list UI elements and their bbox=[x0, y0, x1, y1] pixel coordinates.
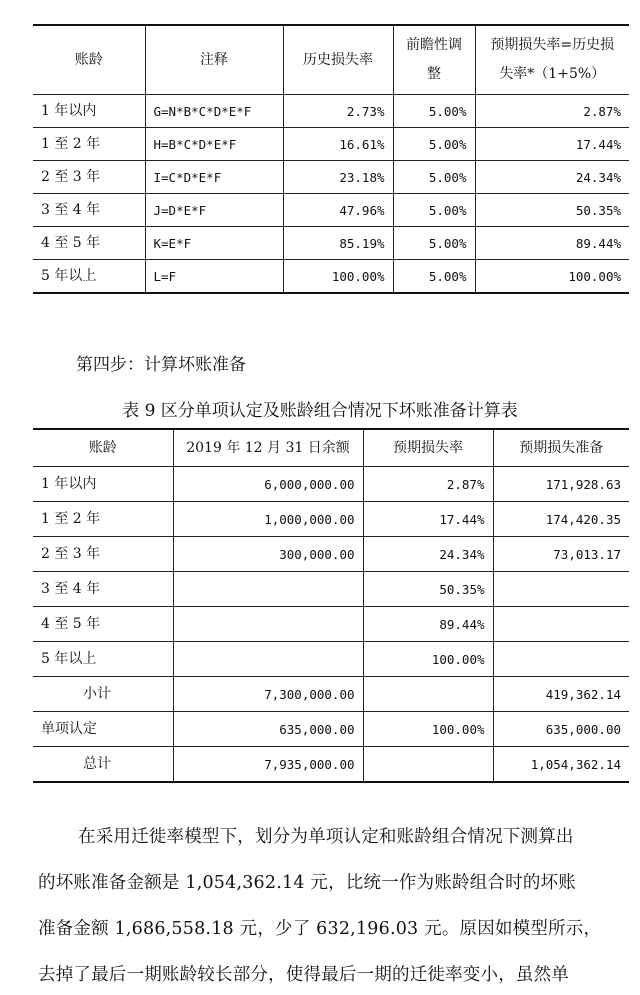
cell-age: 1 至 2 年 bbox=[33, 502, 173, 537]
cell-balance: 7,935,000.00 bbox=[173, 747, 363, 783]
table-row bbox=[33, 95, 629, 128]
table-row bbox=[33, 467, 629, 502]
header-expected-loss-rate: 预期损失率 bbox=[363, 429, 493, 467]
cell-forward-adjustment: 5.00% bbox=[393, 95, 475, 128]
cell-historical-loss-rate: 2.73% bbox=[283, 95, 393, 128]
cell-expected-loss-rate: 2.87% bbox=[363, 467, 493, 502]
cell-expected-loss-rate: 89.44% bbox=[363, 607, 493, 642]
table-row bbox=[33, 712, 629, 747]
cell-historical-loss-rate: 16.61% bbox=[283, 128, 393, 161]
table-row bbox=[33, 128, 629, 161]
paragraph-line-3: 准备金额 1,686,558.18 元，少了 632,196.03 元。原因如模型所示， bbox=[38, 919, 602, 939]
cell-age: 3 至 4 年 bbox=[33, 572, 173, 607]
cell-expected-loss-rate: 2.87% bbox=[475, 95, 629, 128]
cell-expected-loss-provision: 73,013.17 bbox=[493, 537, 629, 572]
cell-age: 2 至 3 年 bbox=[33, 537, 173, 572]
cell-age: 2 至 3 年 bbox=[33, 161, 145, 194]
cell-expected-loss-rate: 100.00% bbox=[363, 642, 493, 677]
cell-age: 总计 bbox=[33, 747, 173, 783]
header-historical-loss-rate: 历史损失率 bbox=[283, 25, 393, 95]
cell-formula: G=N*B*C*D*E*F bbox=[145, 95, 283, 128]
table-row bbox=[33, 502, 629, 537]
cell-expected-loss-provision: 171,928.63 bbox=[493, 467, 629, 502]
table-row bbox=[33, 227, 629, 260]
cell-balance: 1,000,000.00 bbox=[173, 502, 363, 537]
cell-expected-loss-rate: 17.44% bbox=[363, 502, 493, 537]
cell-age: 5 年以上 bbox=[33, 260, 145, 294]
cell-forward-adjustment: 5.00% bbox=[393, 227, 475, 260]
cell-age: 1 至 2 年 bbox=[33, 128, 145, 161]
cell-age: 单项认定 bbox=[33, 712, 173, 747]
table-row bbox=[33, 607, 629, 642]
cell-expected-loss-rate: 24.34% bbox=[363, 537, 493, 572]
cell-forward-adjustment: 5.00% bbox=[393, 260, 475, 294]
cell-expected-loss-rate: 50.35% bbox=[475, 194, 629, 227]
loss-rate-table bbox=[33, 24, 629, 294]
cell-formula: I=C*D*E*F bbox=[145, 161, 283, 194]
cell-expected-loss-provision bbox=[493, 572, 629, 607]
step-four-heading: 第四步：计算坏账准备 bbox=[76, 355, 246, 375]
header-age: 账龄 bbox=[33, 25, 145, 95]
cell-formula: H=B*C*D*E*F bbox=[145, 128, 283, 161]
cell-age: 1 年以内 bbox=[33, 467, 173, 502]
header-expected-loss-rate-line1: 预期损失率=历史损 bbox=[490, 37, 615, 54]
cell-expected-loss-rate: 89.44% bbox=[475, 227, 629, 260]
cell-age: 4 至 5 年 bbox=[33, 227, 145, 260]
cell-forward-adjustment: 5.00% bbox=[393, 128, 475, 161]
loss-rate-header-row bbox=[33, 25, 629, 95]
cell-expected-loss-provision bbox=[493, 642, 629, 677]
cell-balance: 300,000.00 bbox=[173, 537, 363, 572]
cell-historical-loss-rate: 47.96% bbox=[283, 194, 393, 227]
paragraph-line-1: 在采用迁徙率模型下，划分为单项认定和账龄组合情况下测算出 bbox=[78, 827, 574, 847]
cell-age: 1 年以内 bbox=[33, 95, 145, 128]
cell-forward-adjustment: 5.00% bbox=[393, 194, 475, 227]
header-forward-adjustment bbox=[393, 25, 475, 95]
cell-historical-loss-rate: 100.00% bbox=[283, 260, 393, 294]
cell-balance bbox=[173, 607, 363, 642]
cell-balance: 635,000.00 bbox=[173, 712, 363, 747]
cell-balance bbox=[173, 572, 363, 607]
cell-forward-adjustment: 5.00% bbox=[393, 161, 475, 194]
table-row bbox=[33, 642, 629, 677]
table-row bbox=[33, 747, 629, 783]
cell-expected-loss-rate: 50.35% bbox=[363, 572, 493, 607]
cell-formula: K=E*F bbox=[145, 227, 283, 260]
cell-historical-loss-rate: 23.18% bbox=[283, 161, 393, 194]
table-row bbox=[33, 161, 629, 194]
header-balance: 2019 年 12 月 31 日余额 bbox=[173, 429, 363, 467]
header-forward-adjustment-line1: 前瞻性调 bbox=[406, 37, 462, 54]
cell-expected-loss-provision: 174,420.35 bbox=[493, 502, 629, 537]
paragraph-line-4: 去掉了最后一期账龄较长部分，使得最后一期的迁徙率变小，虽然单 bbox=[38, 965, 569, 985]
cell-balance: 6,000,000.00 bbox=[173, 467, 363, 502]
header-expected-loss-provision: 预期损失准备 bbox=[493, 429, 629, 467]
cell-expected-loss-rate bbox=[363, 677, 493, 712]
header-age: 账龄 bbox=[33, 429, 173, 467]
cell-expected-loss-rate bbox=[363, 747, 493, 783]
cell-expected-loss-provision: 1,054,362.14 bbox=[493, 747, 629, 783]
table-row bbox=[33, 537, 629, 572]
cell-age: 4 至 5 年 bbox=[33, 607, 173, 642]
header-formula: 注释 bbox=[145, 25, 283, 95]
cell-balance bbox=[173, 642, 363, 677]
provision-header-row bbox=[33, 429, 629, 467]
table-9-caption: 表 9 区分单项认定及账龄组合情况下坏账准备计算表 bbox=[122, 401, 518, 421]
provision-table bbox=[33, 428, 629, 783]
paragraph-line-2: 的坏账准备金额是 1,054,362.14 元，比统一作为账龄组合时的坏账 bbox=[38, 873, 576, 893]
cell-expected-loss-provision: 419,362.14 bbox=[493, 677, 629, 712]
cell-expected-loss-rate: 100.00% bbox=[363, 712, 493, 747]
table-row bbox=[33, 194, 629, 227]
cell-formula: L=F bbox=[145, 260, 283, 294]
cell-expected-loss-provision bbox=[493, 607, 629, 642]
table-row bbox=[33, 677, 629, 712]
cell-expected-loss-provision: 635,000.00 bbox=[493, 712, 629, 747]
table-row bbox=[33, 260, 629, 294]
cell-expected-loss-rate: 24.34% bbox=[475, 161, 629, 194]
cell-historical-loss-rate: 85.19% bbox=[283, 227, 393, 260]
header-expected-loss-rate-line2: 失率*（1+5%） bbox=[499, 66, 606, 82]
cell-age: 小计 bbox=[33, 677, 173, 712]
cell-expected-loss-rate: 100.00% bbox=[475, 260, 629, 294]
cell-expected-loss-rate: 17.44% bbox=[475, 128, 629, 161]
cell-age: 5 年以上 bbox=[33, 642, 173, 677]
header-forward-adjustment-line2: 整 bbox=[427, 66, 441, 82]
table-row bbox=[33, 572, 629, 607]
header-expected-loss-rate bbox=[475, 25, 629, 95]
cell-balance: 7,300,000.00 bbox=[173, 677, 363, 712]
cell-age: 3 至 4 年 bbox=[33, 194, 145, 227]
cell-formula: J=D*E*F bbox=[145, 194, 283, 227]
